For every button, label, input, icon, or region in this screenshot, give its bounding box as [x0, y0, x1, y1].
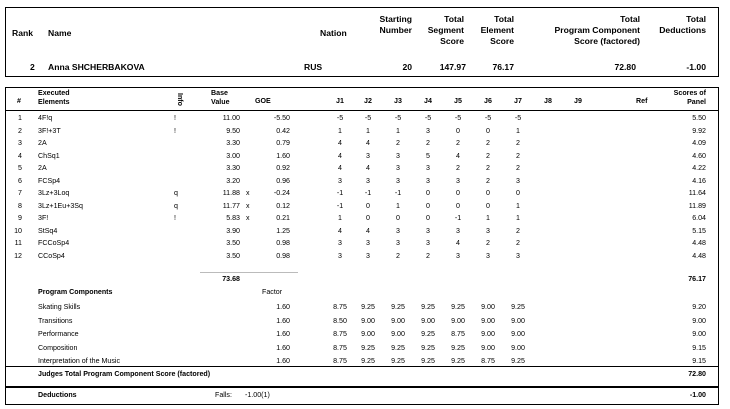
component-judge-score: 9.00 — [511, 330, 525, 338]
element-info: ! — [174, 114, 176, 122]
component-panel-score: 9.00 — [692, 316, 706, 325]
element-judge-score: 2 — [426, 251, 430, 260]
component-judge-score: 9.00 — [481, 303, 495, 311]
element-goe: -5.50 — [273, 114, 290, 122]
skater-element-score: 76.17 — [492, 62, 514, 72]
element-code: 3F!+3T — [38, 126, 61, 135]
component-judge-score: 9.25 — [361, 303, 375, 311]
element-judge-score: 3 — [338, 239, 342, 247]
falls-value: -1.00(1) — [245, 391, 270, 399]
element-judge-score: -5 — [484, 114, 492, 122]
skater-segment-score: 147.97 — [439, 62, 466, 72]
component-judge-score: 9.25 — [391, 357, 405, 365]
judge-header-9: J9 — [574, 97, 582, 105]
component-judge-score: 9.00 — [361, 330, 375, 338]
element-judge-score: 0 — [426, 214, 430, 222]
element-judge-score: 0 — [516, 189, 520, 197]
element-judge-score: -1 — [336, 189, 344, 197]
elements-header-divider — [6, 110, 718, 111]
component-judge-score: 8.75 — [333, 303, 347, 311]
element-goe: 0.21 — [276, 214, 290, 222]
component-judge-score: 9.00 — [451, 316, 465, 325]
pcs-total-value: 72.80 — [688, 370, 706, 378]
component-panel-score: 9.00 — [692, 330, 706, 338]
component-judge-score: 9.25 — [511, 303, 525, 311]
judge-header-1: J1 — [336, 97, 344, 105]
element-base-value: 11.77 — [222, 201, 240, 210]
component-judge-score: 9.00 — [421, 316, 435, 325]
element-goe: 0.79 — [276, 139, 290, 147]
judge-header-4: J4 — [424, 97, 432, 105]
component-judge-score: 9.00 — [481, 316, 495, 325]
element-code: CCoSp4 — [38, 251, 65, 260]
component-judge-score: 8.50 — [333, 316, 347, 325]
element-judge-score: 0 — [366, 214, 370, 222]
element-code: 2A — [38, 139, 47, 147]
component-judge-score: 9.25 — [421, 357, 435, 365]
element-number: 12 — [14, 251, 22, 260]
element-judge-score: 3 — [426, 239, 430, 247]
element-judge-score: -5 — [336, 114, 344, 122]
component-judge-score: 9.25 — [391, 303, 405, 311]
pcs-total-divider — [6, 366, 718, 367]
element-goe: -0.24 — [273, 189, 290, 197]
elements-total-score: 76.17 — [688, 275, 706, 283]
element-judge-score: 2 — [486, 239, 490, 247]
component-judge-score: 8.75 — [481, 357, 495, 365]
component-name: Composition — [38, 343, 78, 352]
element-judge-score: 4 — [338, 139, 342, 147]
goe-header: GOE — [255, 97, 271, 105]
element-panel-score: 5.50 — [692, 114, 706, 122]
element-judge-score: -1 — [364, 189, 372, 197]
element-code: FCCoSp4 — [38, 239, 70, 247]
element-number: 2 — [18, 126, 22, 135]
skater-nation: RUS — [304, 62, 323, 72]
element-judge-score: 2 — [486, 176, 490, 185]
deductions-total: -1.00 — [689, 391, 706, 399]
element-number: 4 — [18, 151, 22, 160]
element-code: ChSq1 — [38, 151, 60, 160]
element-judge-score: -1 — [336, 201, 344, 210]
skater-pcs-score: 72.80 — [614, 62, 636, 72]
element-number: 5 — [18, 164, 22, 172]
element-judge-score: 4 — [456, 151, 460, 160]
element-judge-score: -5 — [514, 114, 522, 122]
component-judge-score: 9.25 — [421, 303, 435, 311]
element-base-value: 3.30 — [226, 164, 240, 172]
judge-header-7: J7 — [514, 97, 522, 105]
rank-header: Rank — [12, 28, 34, 38]
element-judge-score: 2 — [486, 151, 490, 160]
component-name: Transitions — [38, 316, 73, 325]
element-judge-score: 4 — [366, 164, 370, 172]
element-base-value: 3.00 — [226, 151, 240, 160]
element-goe: 1.25 — [276, 226, 290, 235]
element-judge-score: 3 — [516, 176, 520, 185]
component-judge-score: 9.00 — [391, 330, 405, 338]
element-judge-score: -5 — [424, 114, 432, 122]
component-judge-score: 9.00 — [361, 316, 375, 325]
element-number: 7 — [18, 189, 22, 197]
element-judge-score: 3 — [366, 251, 370, 260]
element-judge-score: 5 — [426, 151, 430, 160]
element-number: 1 — [18, 114, 22, 122]
judge-header-5: J5 — [454, 97, 462, 105]
component-judge-score: 9.25 — [451, 303, 465, 311]
element-judge-score: 2 — [516, 239, 520, 247]
element-judge-score: 0 — [366, 201, 370, 210]
element-code: FCSp4 — [38, 176, 61, 185]
element-judge-score: 2 — [456, 164, 460, 172]
judge-header-8: J8 — [544, 97, 552, 105]
element-base-value: 11.88 — [222, 189, 240, 197]
component-panel-score: 9.15 — [692, 357, 706, 365]
element-judge-score: -1 — [454, 214, 462, 222]
element-goe: 0.12 — [276, 201, 290, 210]
element-panel-score: 5.15 — [692, 226, 706, 235]
element-base-value: 3.50 — [226, 251, 240, 260]
element-judge-score: 1 — [338, 126, 342, 135]
component-judge-score: 9.25 — [511, 357, 525, 365]
element-goe: 0.98 — [276, 251, 290, 260]
element-code: 2A — [38, 164, 47, 172]
element-judge-score: 3 — [426, 164, 430, 172]
element-judge-score: 0 — [486, 126, 490, 135]
element-judge-score: 2 — [516, 151, 520, 160]
element-judge-score: 2 — [486, 164, 490, 172]
element-judge-score: 3 — [366, 176, 370, 185]
element-judge-score: 4 — [366, 226, 370, 235]
element-judge-score: 3 — [366, 239, 370, 247]
info-header: Info — [176, 93, 184, 106]
element-judge-score: -1 — [394, 189, 402, 197]
element-panel-score: 4.22 — [692, 164, 706, 172]
element-judge-score: 3 — [396, 176, 400, 185]
element-code: StSq4 — [38, 226, 58, 235]
scores-of-panel-header: Scores of Panel — [673, 89, 706, 106]
element-code: 3Lz+1Eu+3Sq — [38, 201, 83, 210]
element-judge-score: 3 — [426, 176, 430, 185]
component-judge-score: 8.75 — [333, 343, 347, 352]
element-base-value: 3.20 — [226, 176, 240, 185]
element-number: 8 — [18, 201, 22, 210]
skater-starting-number: 20 — [402, 62, 412, 72]
component-judge-score: 9.25 — [421, 330, 435, 338]
element-judge-score: 3 — [456, 176, 460, 185]
falls-label: Falls: — [215, 391, 232, 399]
element-number: 10 — [14, 226, 22, 235]
element-panel-score: 11.89 — [688, 201, 706, 210]
element-judge-score: 3 — [456, 251, 460, 260]
element-base-value: 3.30 — [226, 139, 240, 147]
element-judge-score: 3 — [338, 251, 342, 260]
element-judge-score: 3 — [396, 164, 400, 172]
element-judge-score: 2 — [396, 251, 400, 260]
component-factor: 1.60 — [276, 316, 290, 325]
base-value-header: Base Value — [211, 89, 230, 106]
element-judge-score: 1 — [516, 214, 520, 222]
component-judge-score: 9.00 — [511, 343, 525, 352]
ref-header: Ref — [636, 97, 648, 105]
element-judge-score: 2 — [486, 139, 490, 147]
element-judge-score: 2 — [456, 139, 460, 147]
nation-header: Nation — [320, 28, 347, 38]
judge-header-6: J6 — [484, 97, 492, 105]
elements-total-base: 73.68 — [222, 275, 240, 283]
element-base-value: 3.50 — [226, 239, 240, 247]
element-judge-score: 3 — [516, 251, 520, 260]
element-base-value: 11.00 — [222, 114, 240, 122]
skater-deductions: -1.00 — [686, 62, 706, 72]
element-panel-score: 4.48 — [692, 251, 706, 260]
element-judge-score: 4 — [456, 239, 460, 247]
element-code: 3F! — [38, 214, 49, 222]
starting-number-header: Starting Number — [379, 14, 412, 35]
component-judge-score: 9.25 — [451, 357, 465, 365]
element-goe: 0.92 — [276, 164, 290, 172]
component-name: Skating Skills — [38, 303, 81, 311]
component-judge-score: 8.75 — [333, 330, 347, 338]
element-number: 3 — [18, 139, 22, 147]
element-judge-score: 3 — [426, 226, 430, 235]
factor-header: Factor — [262, 288, 283, 296]
judge-header-3: J3 — [394, 97, 402, 105]
element-judge-score: 2 — [396, 139, 400, 147]
element-judge-score: 3 — [338, 176, 342, 185]
program-components-title: Program Components — [38, 288, 113, 296]
component-judge-score: 8.75 — [333, 357, 347, 365]
element-judge-score: 0 — [426, 189, 430, 197]
skater-name: Anna SHCHERBAKOVA — [48, 62, 145, 72]
component-factor: 1.60 — [276, 357, 290, 365]
element-judge-score: 3 — [486, 251, 490, 260]
element-base-value: 3.90 — [226, 226, 240, 235]
element-judge-score: 0 — [486, 189, 490, 197]
element-bonus-mark: x — [246, 201, 250, 210]
element-judge-score: 1 — [486, 214, 490, 222]
component-judge-score: 8.75 — [451, 330, 465, 338]
element-info: q — [174, 201, 178, 210]
element-judge-score: 4 — [338, 151, 342, 160]
component-name: Performance — [38, 330, 79, 338]
component-judge-score: 9.00 — [391, 316, 405, 325]
element-judge-score: -5 — [394, 114, 402, 122]
element-panel-score: 4.16 — [692, 176, 706, 185]
element-panel-score: 11.64 — [688, 189, 706, 197]
element-judge-score: -5 — [454, 114, 462, 122]
element-judge-score: 1 — [338, 214, 342, 222]
elements-total-divider — [200, 272, 298, 273]
element-code: 3Lz+3Loq — [38, 189, 70, 197]
element-judge-score: 0 — [426, 201, 430, 210]
element-judge-score: 2 — [426, 139, 430, 147]
component-judge-score: 9.25 — [361, 357, 375, 365]
element-number: 6 — [18, 176, 22, 185]
element-judge-score: 3 — [426, 126, 430, 135]
element-bonus-mark: x — [246, 214, 250, 222]
element-judge-score: 3 — [396, 239, 400, 247]
element-base-value: 5.83 — [226, 214, 240, 222]
element-info: ! — [174, 214, 176, 222]
element-judge-score: 0 — [486, 201, 490, 210]
element-judge-score: 4 — [338, 164, 342, 172]
element-judge-score: 3 — [396, 151, 400, 160]
total-pcs-header: Total Program Component Score (factored) — [554, 14, 640, 46]
element-judge-score: 3 — [396, 226, 400, 235]
element-panel-score: 4.09 — [692, 139, 706, 147]
total-element-header: Total Element Score — [480, 14, 514, 46]
element-goe: 0.42 — [276, 126, 290, 135]
element-judge-score: 2 — [516, 139, 520, 147]
element-judge-score: 3 — [486, 226, 490, 235]
element-judge-score: 0 — [456, 201, 460, 210]
component-judge-score: 9.00 — [481, 330, 495, 338]
element-info: ! — [174, 126, 176, 135]
element-panel-score: 4.60 — [692, 151, 706, 160]
element-judge-score: 1 — [396, 126, 400, 135]
skater-rank: 2 — [30, 62, 35, 72]
executed-elements-header: Executed Elements — [38, 89, 70, 106]
deductions-label: Deductions — [38, 391, 77, 399]
deductions-box — [5, 387, 719, 405]
num-header: # — [17, 97, 21, 105]
component-name: Interpretation of the Music — [38, 357, 121, 365]
component-factor: 1.60 — [276, 303, 290, 311]
name-header: Name — [48, 28, 72, 38]
component-judge-score: 9.00 — [511, 316, 525, 325]
element-judge-score: 1 — [366, 126, 370, 135]
element-judge-score: 1 — [516, 201, 520, 210]
element-bonus-mark: x — [246, 189, 250, 197]
component-judge-score: 9.25 — [361, 343, 375, 352]
element-panel-score: 9.92 — [692, 126, 706, 135]
element-judge-score: 2 — [516, 226, 520, 235]
element-judge-score: 1 — [396, 201, 400, 210]
pcs-total-label: Judges Total Program Component Score (factored) — [38, 370, 211, 378]
component-panel-score: 9.20 — [692, 303, 706, 311]
element-goe: 0.96 — [276, 176, 290, 185]
component-panel-score: 9.15 — [692, 343, 706, 352]
element-judge-score: -5 — [364, 114, 372, 122]
component-judge-score: 9.25 — [391, 343, 405, 352]
element-info: q — [174, 189, 178, 197]
element-goe: 1.60 — [276, 151, 290, 160]
element-goe: 0.98 — [276, 239, 290, 247]
element-judge-score: 0 — [456, 126, 460, 135]
total-deductions-header: Total Deductions — [659, 14, 706, 35]
component-factor: 1.60 — [276, 343, 290, 352]
total-segment-header: Total Segment Score — [427, 14, 464, 46]
element-panel-score: 4.48 — [692, 239, 706, 247]
component-judge-score: 9.00 — [481, 343, 495, 352]
element-judge-score: 3 — [456, 226, 460, 235]
element-judge-score: 4 — [366, 139, 370, 147]
element-judge-score: 3 — [366, 151, 370, 160]
element-base-value: 9.50 — [226, 126, 240, 135]
element-judge-score: 0 — [396, 214, 400, 222]
component-judge-score: 9.25 — [451, 343, 465, 352]
element-panel-score: 6.04 — [692, 214, 706, 222]
element-number: 11 — [14, 239, 22, 247]
judge-header-2: J2 — [364, 97, 372, 105]
component-factor: 1.60 — [276, 330, 290, 338]
element-judge-score: 2 — [516, 164, 520, 172]
element-judge-score: 4 — [338, 226, 342, 235]
element-judge-score: 0 — [456, 189, 460, 197]
element-code: 4F!q — [38, 114, 53, 122]
element-judge-score: 1 — [516, 126, 520, 135]
component-judge-score: 9.25 — [421, 343, 435, 352]
element-number: 9 — [18, 214, 22, 222]
